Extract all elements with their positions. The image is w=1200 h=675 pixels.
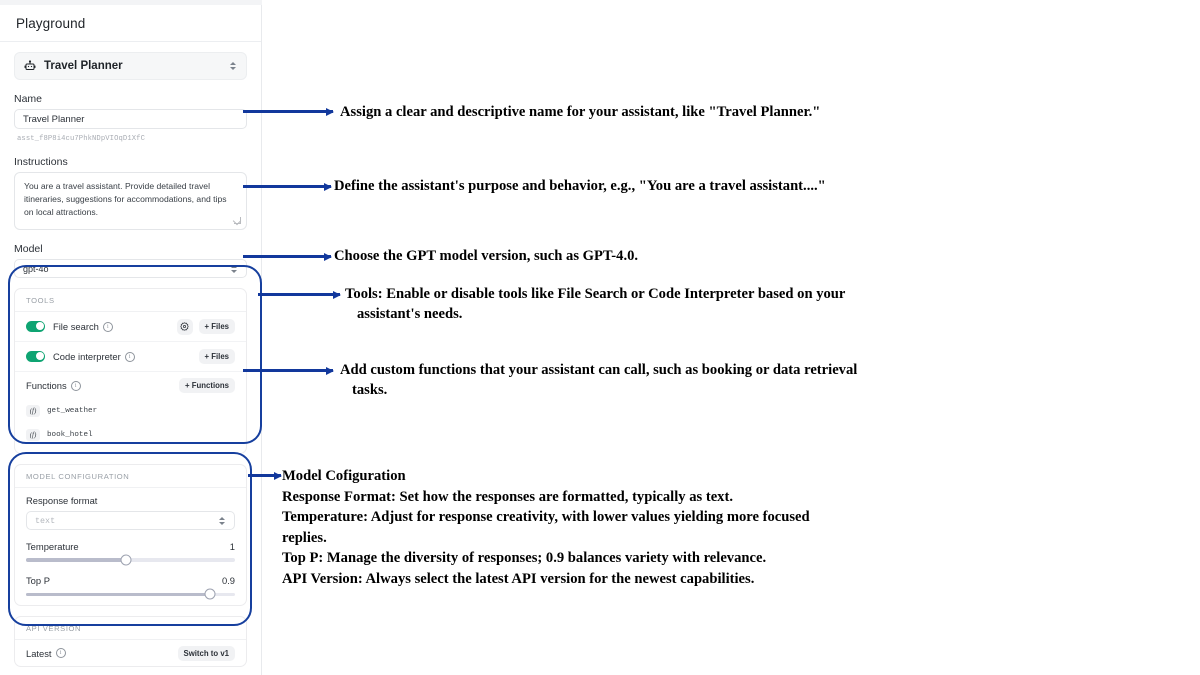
function-name: book_hotel — [47, 431, 93, 439]
robot-icon — [24, 60, 36, 72]
annotation-model-config: Model Cofiguration Response Format: Set how the responses are formatted, typically as text. Temperature: Adjust for response creativity, with lower values yielding more focused replies. Top P: Manage the diversity of responses; 0.9 balances variety with relevance. API Version: Always select the latest API version for the newest capabilities. — [282, 468, 810, 587]
arrow-to-functions — [243, 369, 333, 372]
top-p-value: 0.9 — [221, 575, 235, 586]
info-icon[interactable]: i — [71, 381, 81, 391]
arrow-to-model-config — [248, 474, 281, 477]
switch-to-v1-button[interactable]: Switch to v1 — [178, 646, 236, 661]
api-version-card — [14, 616, 247, 667]
top-p-slider-thumb[interactable] — [204, 589, 215, 600]
functions-row — [15, 372, 246, 399]
api-version-label: Latest i — [26, 648, 66, 659]
top-p-header — [15, 571, 246, 591]
file-search-toggle[interactable] — [26, 321, 45, 332]
tools-section-title: TOOLS — [15, 289, 246, 312]
api-version-section-title: API VERSION — [15, 617, 246, 640]
assistant-selector[interactable] — [14, 52, 247, 80]
info-icon[interactable]: i — [56, 648, 66, 658]
resize-handle-icon[interactable] — [233, 217, 241, 225]
sidebar-body — [0, 42, 261, 667]
gear-icon[interactable] — [177, 319, 193, 335]
assistant-name: Travel Planner — [44, 60, 123, 72]
function-icon: (f) — [26, 429, 40, 441]
function-name: get_weather — [47, 407, 98, 415]
function-icon: (f) — [26, 405, 40, 417]
sidebar-header — [0, 5, 261, 42]
code-interpreter-label: Code interpreter i — [53, 351, 135, 362]
arrow-to-model — [243, 255, 331, 258]
tool-row-code-interpreter — [15, 342, 246, 372]
response-format-select[interactable] — [26, 511, 235, 530]
file-search-label: File search i — [53, 321, 113, 332]
instructions-value: You are a travel assistant. Provide detailed travel itineraries, suggestions for accommodations, and tips on local attractions. — [24, 181, 227, 217]
temperature-label: Temperature — [26, 540, 79, 552]
top-p-label: Top P — [26, 575, 50, 586]
model-label: Model — [14, 243, 43, 255]
model-value: gpt-4o — [23, 263, 49, 274]
annotation-name: Assign a clear and descriptive name for your assistant, like "Travel Planner." — [340, 104, 821, 120]
chevron-updown-icon — [217, 514, 226, 528]
response-format-value: text — [35, 515, 56, 526]
instructions-label: Instructions — [14, 156, 68, 168]
temperature-value: 1 — [229, 540, 235, 552]
file-search-add-files-button[interactable]: + Files — [199, 319, 236, 334]
function-item-book-hotel[interactable] — [15, 423, 246, 447]
chevron-updown-icon — [228, 59, 237, 73]
temperature-slider-thumb[interactable] — [121, 554, 132, 565]
name-input-value: Travel Planner — [23, 113, 85, 125]
model-config-section-title: MODEL CONFIGURATION — [15, 465, 246, 488]
tool-row-file-search — [15, 312, 246, 342]
annotation-instructions: Define the assistant's purpose and behavior, e.g., "You are a travel assistant...." — [334, 178, 826, 194]
temperature-slider[interactable] — [26, 558, 235, 562]
top-p-slider[interactable] — [26, 593, 235, 597]
model-select[interactable] — [14, 259, 247, 278]
info-icon[interactable]: i — [125, 352, 135, 362]
info-icon[interactable]: i — [103, 322, 113, 332]
add-functions-button[interactable]: + Functions — [179, 378, 235, 393]
tools-card — [14, 288, 247, 454]
annotation-functions: Add custom functions that your assistant can call, such as booking or data retrieval tasks. — [340, 362, 858, 398]
model-configuration-card — [14, 464, 247, 606]
assistant-id: asst_f8P8i4cu7PhkNDpVIOqD1XfC — [17, 135, 145, 143]
temperature-header — [15, 536, 246, 556]
function-item-get-weather[interactable] — [15, 399, 246, 423]
arrow-to-instructions — [243, 185, 331, 188]
annotation-model: Choose the GPT model version, such as GPT-4.0. — [334, 248, 639, 264]
api-version-row — [15, 640, 246, 666]
arrow-to-tools — [258, 293, 340, 296]
response-format-label: Response format — [26, 495, 98, 506]
code-interpreter-add-files-button[interactable]: + Files — [199, 349, 236, 364]
playground-sidebar — [0, 5, 262, 675]
name-label: Name — [14, 93, 43, 105]
arrow-to-name — [243, 110, 333, 113]
chevron-updown-icon — [229, 262, 238, 276]
functions-label: Functions i — [26, 380, 81, 391]
page-title: Playground — [16, 15, 86, 31]
name-input[interactable] — [14, 109, 247, 129]
instructions-input[interactable] — [14, 172, 247, 230]
annotation-tools: Tools: Enable or disable tools like File Search or Code Interpreter based on your assistant's needs. — [345, 286, 846, 322]
code-interpreter-toggle[interactable] — [26, 351, 45, 362]
